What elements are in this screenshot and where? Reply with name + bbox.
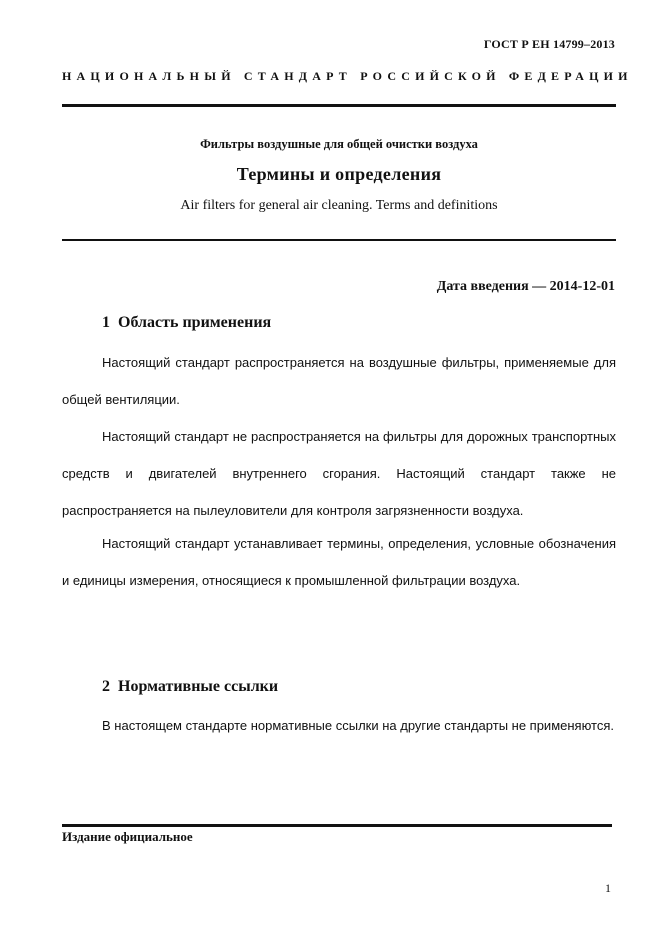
top-divider	[62, 104, 616, 107]
section-1-number: 1	[102, 314, 110, 331]
introduction-date: Дата введения — 2014-12-01	[436, 279, 615, 294]
section-2-paragraph-1: В настоящем стандарте нормативные ссылки на другие стандарты не применяются.	[102, 718, 615, 733]
section-1-heading	[102, 314, 271, 332]
section-1-paragraph-3: Настоящий стандарт устанавливает термины, определения, условные обозначения и единицы измерения, относящиеся к промышленной фильтрации воздуха.	[62, 536, 616, 588]
page-number: 1	[605, 881, 611, 895]
document-title-english: Air filters for general air cleaning. Terms and definitions	[180, 198, 498, 213]
section-2-heading	[102, 678, 278, 696]
edition-label: Издание официальное	[62, 829, 193, 844]
section-2-number: 2	[102, 678, 110, 695]
section-1-paragraph-1: Настоящий стандарт распространяется на воздушные фильтры, применяемые для общей вентиляции.	[62, 355, 616, 407]
document-subtitle: Фильтры воздушные для общей очистки воздуха	[200, 137, 478, 151]
section-2-title: Нормативные ссылки	[118, 678, 279, 695]
footer-divider	[62, 824, 612, 827]
section-1-title: Область применения	[118, 314, 272, 331]
document-code: ГОСТ Р ЕН 14799–2013	[483, 37, 615, 51]
document-title: Термины и определения	[236, 164, 442, 184]
national-standard-banner: НАЦИОНАЛЬНЫЙ СТАНДАРТ РОССИЙСКОЙ ФЕДЕРАЦИИ	[62, 69, 633, 83]
title-divider	[62, 239, 616, 241]
section-1-paragraph-2: Настоящий стандарт не распространяется на фильтры для дорожных транспортных средств и двигателей внутреннего сгорания. Настоящий стандарт также не распространяется на пылеуловители для контроля загрязненности воздуха.	[62, 429, 616, 518]
